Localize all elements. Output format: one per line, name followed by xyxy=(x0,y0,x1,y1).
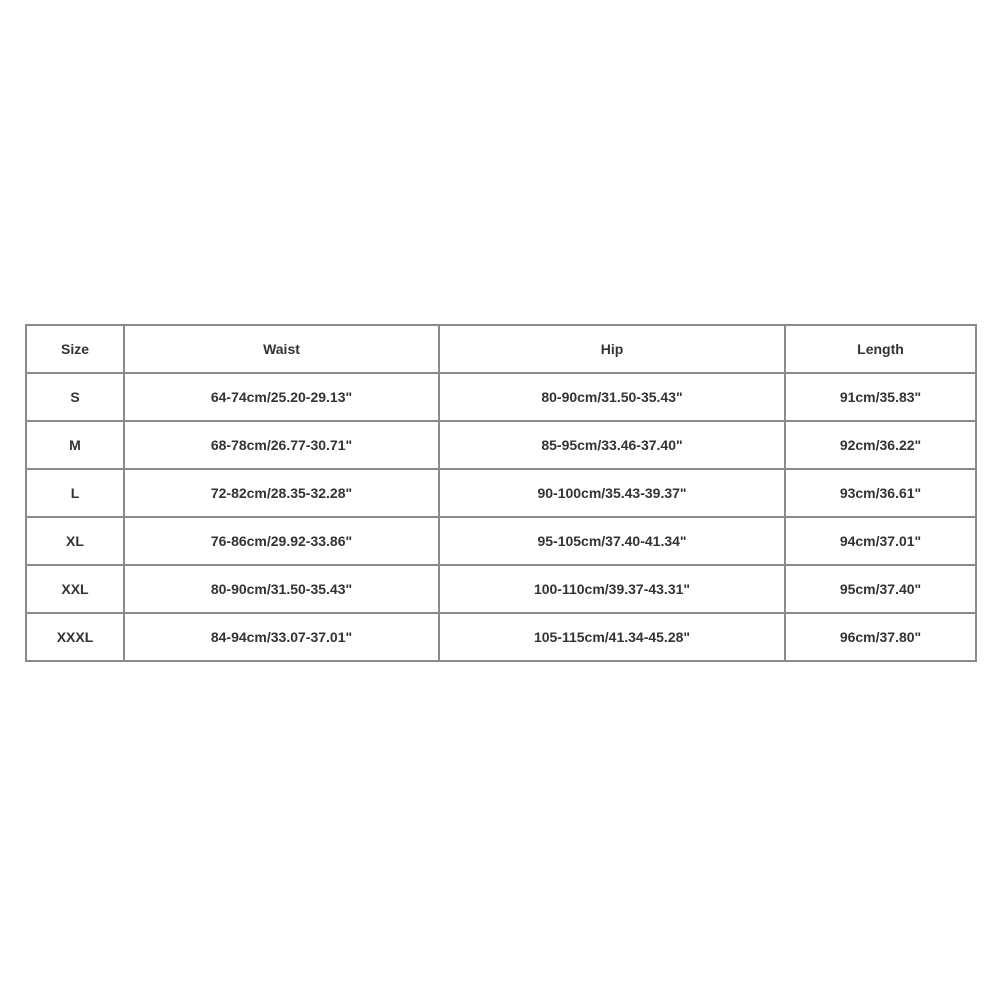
cell-hip: 80-90cm/31.50-35.43" xyxy=(439,373,785,421)
cell-hip: 85-95cm/33.46-37.40" xyxy=(439,421,785,469)
table-row xyxy=(26,565,976,613)
cell-size: M xyxy=(26,421,124,469)
table-row xyxy=(26,373,976,421)
cell-size: XL xyxy=(26,517,124,565)
cell-hip: 105-115cm/41.34-45.28" xyxy=(439,613,785,661)
cell-length: 94cm/37.01" xyxy=(785,517,976,565)
size-chart-table xyxy=(25,324,977,662)
header-row xyxy=(26,325,976,373)
cell-length: 93cm/36.61" xyxy=(785,469,976,517)
cell-size: S xyxy=(26,373,124,421)
header-hip: Hip xyxy=(439,325,785,373)
table-row xyxy=(26,517,976,565)
cell-size: XXXL xyxy=(26,613,124,661)
cell-waist: 80-90cm/31.50-35.43" xyxy=(124,565,439,613)
header-waist: Waist xyxy=(124,325,439,373)
cell-length: 92cm/36.22" xyxy=(785,421,976,469)
cell-length: 91cm/35.83" xyxy=(785,373,976,421)
table-header xyxy=(26,325,976,373)
cell-length: 95cm/37.40" xyxy=(785,565,976,613)
cell-hip: 95-105cm/37.40-41.34" xyxy=(439,517,785,565)
cell-hip: 90-100cm/35.43-39.37" xyxy=(439,469,785,517)
table-row xyxy=(26,421,976,469)
cell-waist: 68-78cm/26.77-30.71" xyxy=(124,421,439,469)
header-size: Size xyxy=(26,325,124,373)
cell-waist: 84-94cm/33.07-37.01" xyxy=(124,613,439,661)
cell-waist: 72-82cm/28.35-32.28" xyxy=(124,469,439,517)
cell-hip: 100-110cm/39.37-43.31" xyxy=(439,565,785,613)
cell-size: XXL xyxy=(26,565,124,613)
table-body xyxy=(26,373,976,661)
header-length: Length xyxy=(785,325,976,373)
cell-waist: 64-74cm/25.20-29.13" xyxy=(124,373,439,421)
cell-length: 96cm/37.80" xyxy=(785,613,976,661)
table-row xyxy=(26,469,976,517)
table-row xyxy=(26,613,976,661)
cell-size: L xyxy=(26,469,124,517)
cell-waist: 76-86cm/29.92-33.86" xyxy=(124,517,439,565)
